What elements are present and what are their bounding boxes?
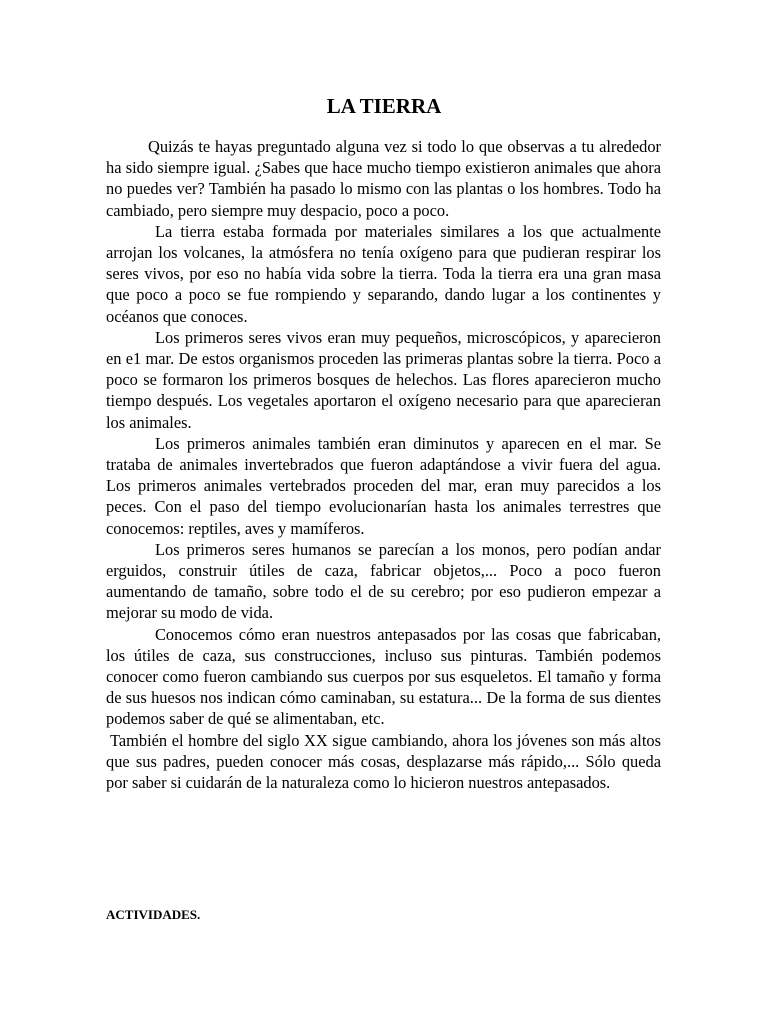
document-title: LA TIERRA: [326, 94, 442, 118]
paragraph-modern-humans: También el hombre del siglo XX sigue cambiando, ahora los jóvenes son más altos que sus padres, pueden conocer más cosas, desplazarse más rápido,... Sólo queda por saber si cuidarán de la naturaleza como lo hicieron nuestros antepasados.: [106, 730, 661, 793]
paragraph-intro: Quizás te hayas preguntado alguna vez si todo lo que observas a tu alrededor ha sido siempre igual. ¿Sabes que hace mucho tiempo existieron animales que ahora no puedes ver? También ha pasado lo mismo con las plantas o los hombres. Todo ha cambiado, pero siempre muy despacio, poco a poco.: [106, 137, 661, 220]
paragraph-ancestors: Conocemos cómo eran nuestros antepasados por las cosas que fabricaban, los útiles de caza, sus construcciones, incluso sus pinturas. También podemos conocer como fueron cambiando sus cuerpos por sus esqueletos. El tamaño y forma de sus huesos nos indican cómo caminaban, su estatura... De la forma de sus dientes podemos saber de qué se alimentaban, etc.: [106, 624, 661, 729]
paragraph-first-animals: Los primeros animales también eran diminutos y aparecen en el mar. Se trataba de animales invertebrados que fueron adaptándose a vivir fuera del agua. Los primeros animales vertebrados proceden del mar, eran muy parecidos a los peces. Con el paso del tiempo evolucionarían hasta los animales terrestres que conocemos: reptiles, aves y mamíferos.: [106, 433, 661, 538]
document-body: [106, 136, 661, 793]
activities-heading: ACTIVIDADES.: [106, 907, 201, 922]
paragraph-earth-formation: La tierra estaba formada por materiales similares a los que actualmente arrojan los volcanes, la atmósfera no tenía oxígeno para que pudieran respirar los seres vivos, por eso no había vida sobre la tierra. Toda la tierra era una gran masa que poco a poco se fue rompiendo y separando, dando lugar a los continentes y océanos que conoces.: [106, 221, 661, 326]
paragraph-first-living-beings: Los primeros seres vivos eran muy pequeños, microscópicos, y aparecieron en e1 mar. De estos organismos proceden las primeras plantas sobre la tierra. Poco a poco se formaron los primeros bosques de helechos. Las flores aparecieron mucho tiempo después. Los vegetales aportaron el oxígeno necesario para que aparecieran los animales.: [106, 327, 661, 432]
paragraph-first-humans: Los primeros seres humanos se parecían a los monos, pero podían andar erguidos, construir útiles de caza, fabricar objetos,... Poco a poco fueron aumentando de tamaño, sobre todo el de su cerebro; por eso pudieron empezar a mejorar su modo de vida.: [106, 539, 661, 623]
